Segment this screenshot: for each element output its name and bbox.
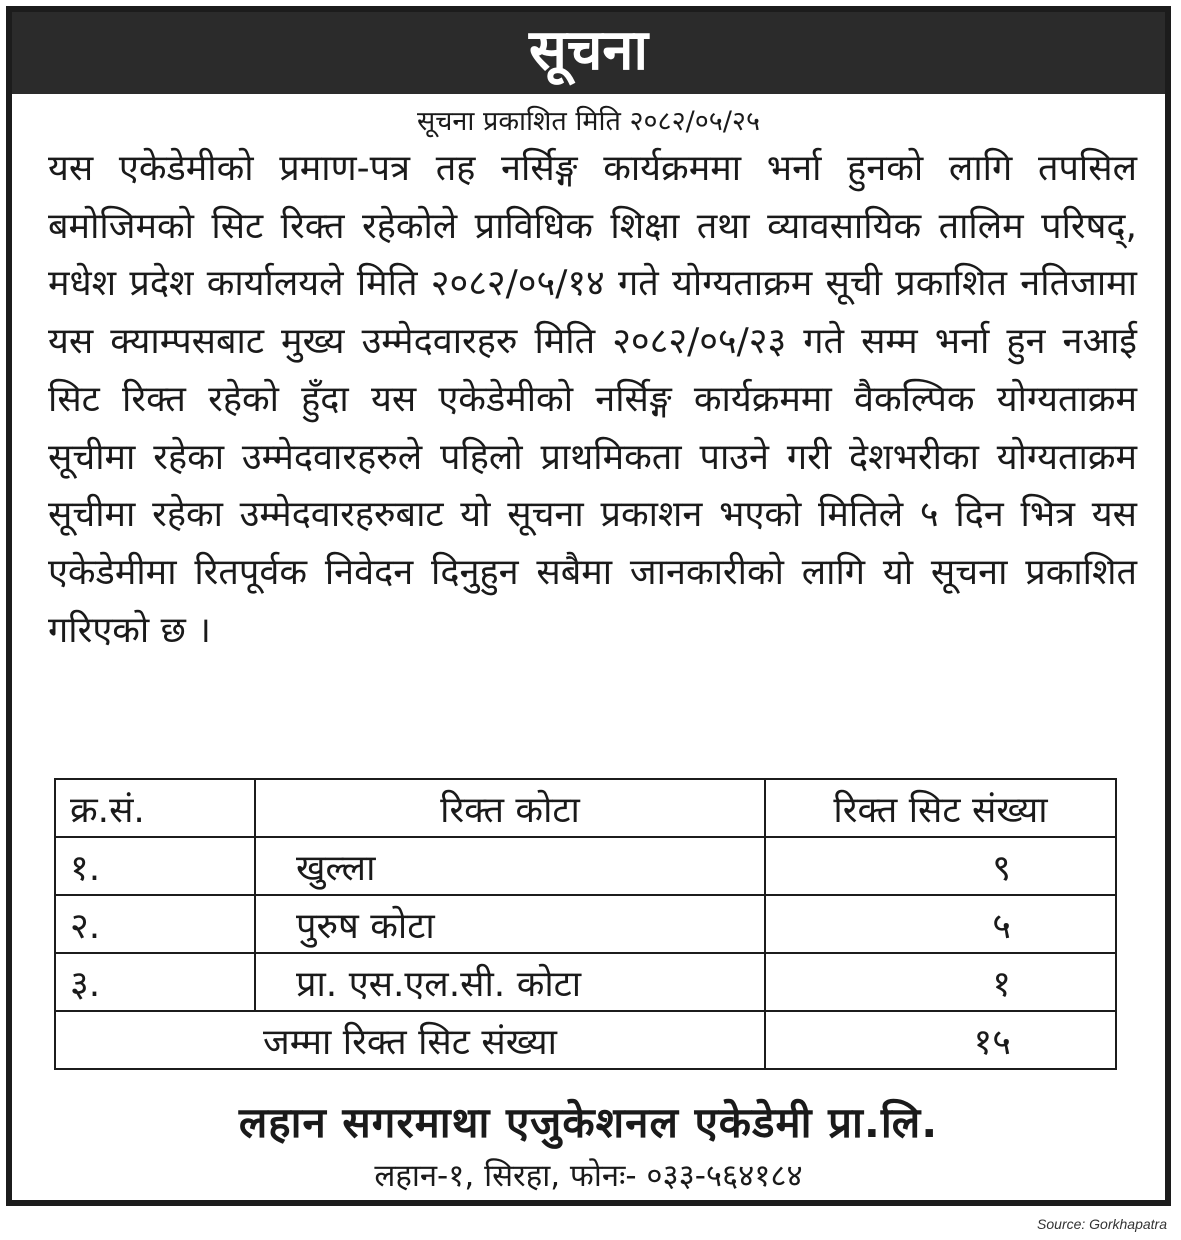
row-seats: ९ xyxy=(765,837,1116,895)
header-seats: रिक्त सिट संख्या xyxy=(765,779,1116,837)
row-seats: १ xyxy=(765,953,1116,1011)
organization-name: लहान सगरमाथा एजुकेशनल एकेडेमी प्रा.लि. xyxy=(238,1098,939,1147)
total-label: जम्मा रिक्त सिट संख्या xyxy=(55,1011,765,1069)
header-serial: क्र.सं. xyxy=(55,779,255,837)
header-quota: रिक्त कोटा xyxy=(255,779,765,837)
table-row xyxy=(55,895,1116,953)
row-serial: २. xyxy=(55,895,255,953)
total-value: १५ xyxy=(765,1011,1116,1069)
organization-address: लहान-१, सिरहा, फोनः- ०३३-५६४१८४ xyxy=(374,1158,803,1194)
table-total-row xyxy=(55,1011,1116,1069)
vacancy-table xyxy=(54,778,1117,1070)
source-credit: Source: Gorkhapatra xyxy=(1037,1216,1167,1232)
notice-title: सूचना xyxy=(12,12,1165,94)
table-header-row xyxy=(55,779,1116,837)
table-row xyxy=(55,953,1116,1011)
row-quota: खुल्ला xyxy=(255,837,765,895)
row-quota: प्रा. एस.एल.सी. कोटा xyxy=(255,953,765,1011)
row-seats: ५ xyxy=(765,895,1116,953)
row-serial: १. xyxy=(55,837,255,895)
notice-body: यस एकेडेमीको प्रमाण-पत्र तह नर्सिङ्ग कार्यक्रममा भर्ना हुनको लागि तपसिल बमोजिमको सिट रिक्त रहेकोले प्राविधिक शिक्षा तथा व्यावसायिक तालिम परिषद्, मधेश प्रदेश कार्यालयले मिति २०८२/०५/१४ गते योग्यताक्रम सूची प्रकाशित नतिजामा यस क्याम्पसबाट मुख्य उम्मेदवारहरु मिति २०८२/०५/२३ गते सम्म भर्ना हुन नआई सिट रिक्त रहेको हुँदा यस एकेडेमीको नर्सिङ्ग कार्यक्रममा वैकल्पिक योग्यताक्रम सूचीमा रहेका उम्मेदवारहरुले पहिलो प्राथमिकता पाउने गरी देशभरीका योग्यताक्रम सूचीमा रहेका उम्मेदवारहरुबाट यो सूचना प्रकाशन भएको मितिले ५ दिन भित्र यस एकेडेमीमा रितपूर्वक निवेदन दिनुहुन सबैमा जानकारीको लागि यो सूचना प्रकाशित गरिएको छ । xyxy=(48,148,1137,651)
notice-frame xyxy=(6,6,1171,1206)
row-quota: पुरुष कोटा xyxy=(255,895,765,953)
row-serial: ३. xyxy=(55,953,255,1011)
publish-date: सूचना प्रकाशित मिति २०८२/०५/२५ xyxy=(417,106,760,137)
table-row xyxy=(55,837,1116,895)
